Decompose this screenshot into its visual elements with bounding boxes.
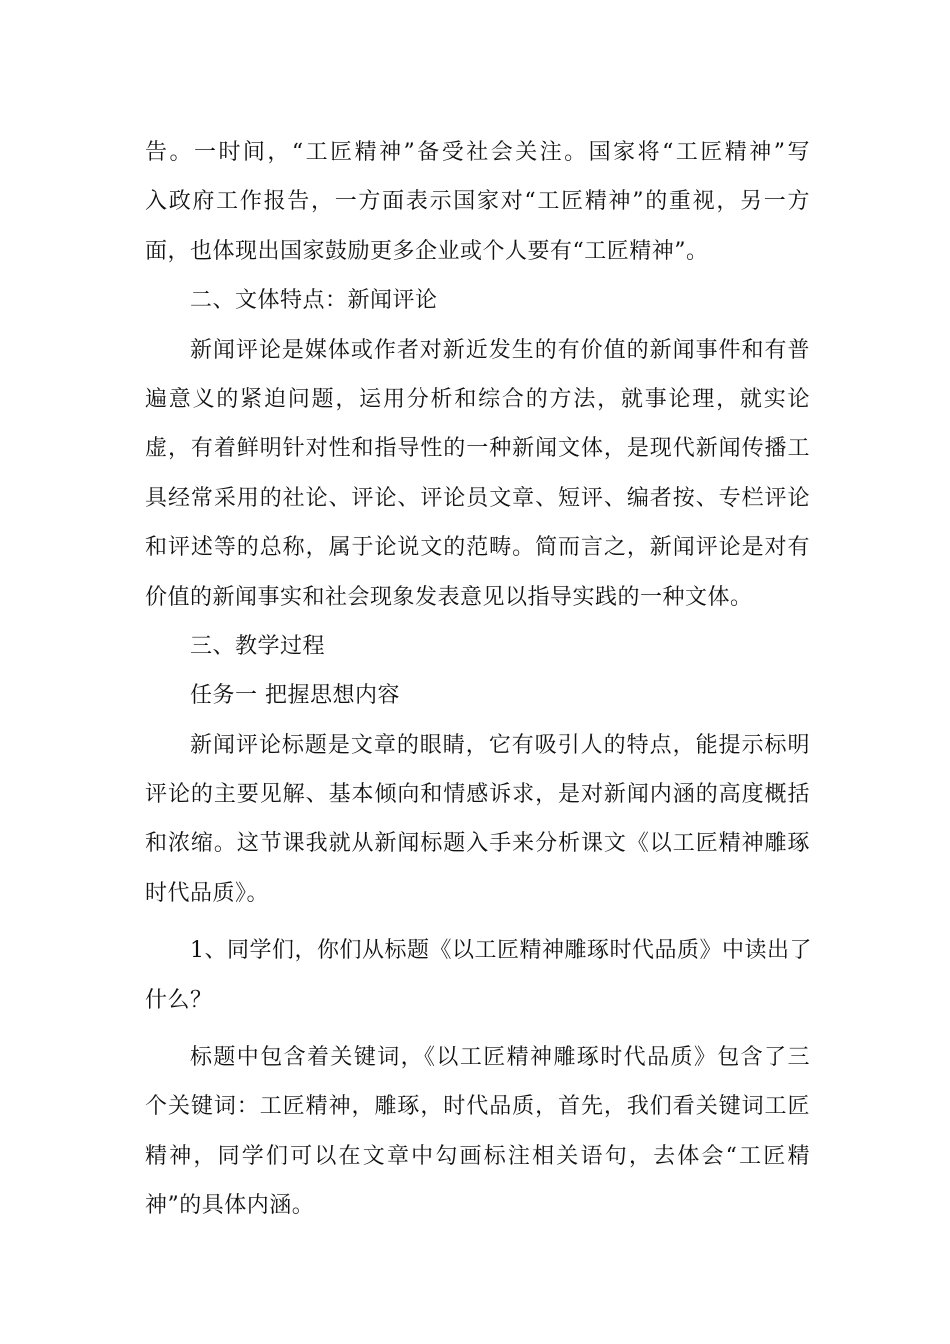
- task-heading: [145, 671, 810, 720]
- text-line: 面，也体现出国家鼓励更多企业或个人要有“工匠精神”。: [145, 238, 709, 264]
- text-line: 1、同学们，你们从标题《以工匠精神雕琢时代品质》中读出了: [190, 938, 812, 964]
- text-line: 和评述等的总称，属于论说文的范畴。简而言之，新闻评论是对有: [145, 535, 810, 561]
- text-line: 入政府工作报告，一方面表示国家对“工匠精神”的重视，另一方: [145, 189, 810, 215]
- text-line: 什么？: [145, 987, 213, 1013]
- text-line: 评论的主要见解、基本倾向和情感诉求，是对新闻内涵的高度概括: [145, 782, 810, 808]
- paragraph: [145, 721, 810, 919]
- text-line: 神”的具体内涵。: [145, 1193, 315, 1219]
- heading-text: 三、教学过程: [190, 633, 326, 659]
- question-paragraph: [145, 926, 810, 1025]
- heading-text: 任务一 把握思想内容: [190, 683, 400, 709]
- heading-text: 二、文体特点：新闻评论: [190, 288, 438, 314]
- paragraph: [145, 326, 810, 622]
- paragraph-gap: [145, 1025, 810, 1033]
- section-heading: [145, 276, 810, 325]
- text-line: 和浓缩。这节课我就从新闻标题入手来分析课文《以工匠精神雕琢: [145, 831, 810, 857]
- text-line: 精神，同学们可以在文章中勾画标注相关语句，去体会“工匠精: [145, 1143, 810, 1169]
- section-heading: [145, 622, 810, 671]
- text-line: 新闻评论标题是文章的眼睛，它有吸引人的特点，能提示标明: [190, 732, 810, 758]
- document-body: [145, 128, 810, 1231]
- paragraph: [145, 1033, 810, 1231]
- text-line: 价值的新闻事实和社会现象发表意见以指导实践的一种文体。: [145, 584, 753, 610]
- text-line: 个关键词：工匠精神，雕琢，时代品质，首先，我们看关键词工匠: [145, 1094, 810, 1120]
- text-line: 告。一时间，“工匠精神”备受社会关注。国家将“工匠精神”写: [145, 140, 810, 165]
- text-line: 遍意义的紧迫问题，运用分析和综合的方法，就事论理，就实论: [145, 386, 810, 412]
- text-line: 新闻评论是媒体或作者对新近发生的有价值的新闻事件和有普: [190, 337, 810, 363]
- text-line: 虚，有着鲜明针对性和指导性的一种新闻文体，是现代新闻传播工: [145, 436, 810, 462]
- paragraph-gap: [145, 918, 810, 926]
- text-line: 时代品质》。: [145, 880, 270, 906]
- text-line: 标题中包含着关键词，《以工匠精神雕琢时代品质》包含了三: [190, 1045, 810, 1071]
- paragraph: [145, 128, 810, 276]
- text-line: 具经常采用的社论、评论、评论员文章、短评、编者按、专栏评论: [145, 485, 810, 511]
